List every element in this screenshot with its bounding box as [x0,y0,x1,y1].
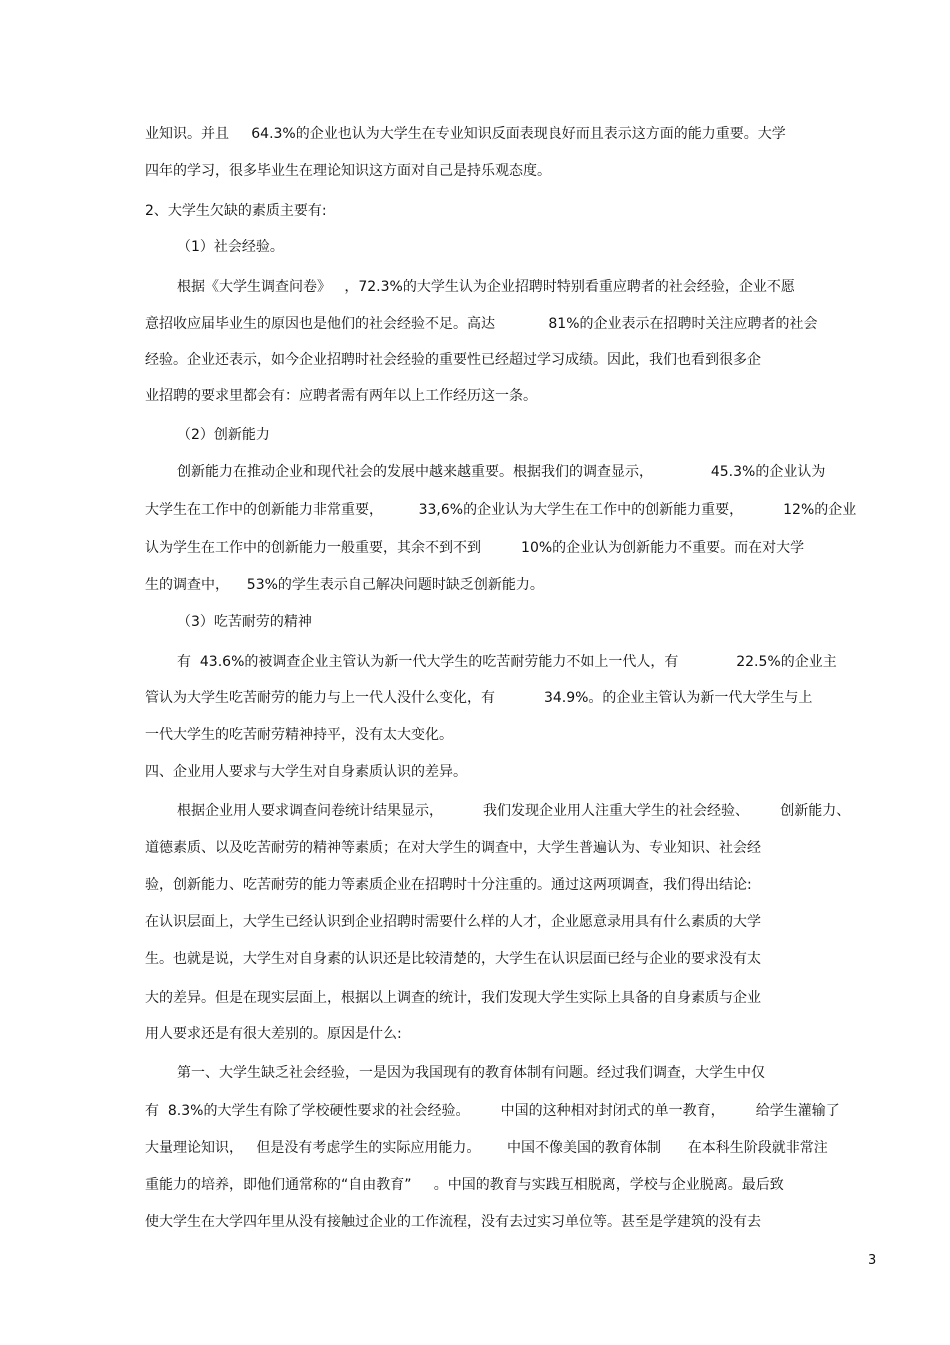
paragraph-line: 道德素质、以及吃苦耐劳的精神等素质；在对大学生的调查中，大学生普遍认为、专业知识、社会经 [145,840,761,856]
paragraph-line: 生的调查中， 53%的学生表示自己解决问题时缺乏创新能力。 [145,577,544,593]
paragraph-line: 用人要求还是有很大差别的。原因是什么: [145,1026,402,1042]
paragraph-line: 一代大学生的吃苦耐劳精神持平，没有太大变化。 [145,727,453,743]
paragraph-line: 经验。企业还表示，如今企业招聘时社会经验的重要性已经超过学习成绩。因此，我们也看到很多企 [145,352,761,368]
paragraph-line: 第一、大学生缺乏社会经验，一是因为我国现有的教育体制有问题。经过我们调查，大学生中仅 [177,1065,765,1081]
paragraph-line: 意招收应届毕业生的原因也是他们的社会经验不足。高达 81%的企业表示在招聘时关注应聘者的社会 [145,316,818,332]
subsection-heading: （1）社会经验。 [177,239,284,255]
paragraph-line: 在认识层面上，大学生已经认识到企业招聘时需要什么样的人才，企业愿意录用具有什么素质的大学 [145,914,761,930]
section-heading: 2、大学生欠缺的素质主要有: [145,203,327,219]
paragraph-line: 大量理论知识， 但是没有考虑学生的实际应用能力。 中国不像美国的教育体制 在本科生阶段就非常注 [145,1140,828,1156]
paragraph-line: 验，创新能力、吃苦耐劳的能力等素质企业在招聘时十分注重的。通过这两项调查，我们得出结论: [145,877,752,893]
paragraph-line: 管认为大学生吃苦耐劳的能力与上一代人没什么变化，有 34.9%。的企业主管认为新一代大学生与上 [145,690,813,706]
paragraph-line: 重能力的培养，即他们通常称的“自由教育” 。中国的教育与实践互相脱离，学校与企业脱离。最后致 [145,1177,784,1193]
paragraph-line: 有 8.3%的大学生有除了学校硬性要求的社会经验。 中国的这种相对封闭式的单一教育， 给学生灌输了 [145,1103,840,1119]
paragraph-line: 业招聘的要求里都会有：应聘者需有两年以上工作经历这一条。 [145,388,537,404]
paragraph-line: 业知识。并且 64.3%的企业也认为大学生在专业知识反面表现良好而且表示这方面的能力重要。大学 [145,126,786,142]
paragraph-line: 使大学生在大学四年里从没有接触过企业的工作流程，没有去过实习单位等。甚至是学建筑的没有去 [145,1214,761,1230]
paragraph-line: 四年的学习，很多毕业生在理论知识这方面对自己是持乐观态度。 [145,163,551,179]
page-number: 3 [868,1253,877,1268]
paragraph-line: 创新能力在推动企业和现代社会的发展中越来越重要。根据我们的调查显示， 45.3%的企业认为 [177,464,826,480]
paragraph-line: 有 43.6%的被调查企业主管认为新一代大学生的吃苦耐劳能力不如上一代人，有 22.5%的企业主 [177,654,837,670]
paragraph-line: 大学生在工作中的创新能力非常重要， 33,6%的企业认为大学生在工作中的创新能力重要， 12%的企业 [145,502,857,518]
subsection-heading: （2）创新能力 [177,427,270,443]
paragraph-line: 认为学生在工作中的创新能力一般重要，其余不到不到 10%的企业认为创新能力不重要。而在对大学 [145,540,805,556]
section-heading: 四、企业用人要求与大学生对自身素质认识的差异。 [145,764,467,780]
paragraph-line: 根据《大学生调查问卷》 ，72.3%的大学生认为企业招聘时特别看重应聘者的社会经验，企业不愿 [177,279,795,295]
paragraph-line: 大的差异。但是在现实层面上，根据以上调查的统计，我们发现大学生实际上具备的自身素质与企业 [145,990,761,1006]
paragraph-line: 根据企业用人要求调查问卷统计结果显示， 我们发现企业用人注重大学生的社会经验、 创新能力、 [177,803,851,819]
paragraph-line: 生。也就是说，大学生对自身素的认识还是比较清楚的，大学生在认识层面已经与企业的要求没有太 [145,951,761,967]
subsection-heading: （3）吃苦耐劳的精神 [177,614,312,630]
